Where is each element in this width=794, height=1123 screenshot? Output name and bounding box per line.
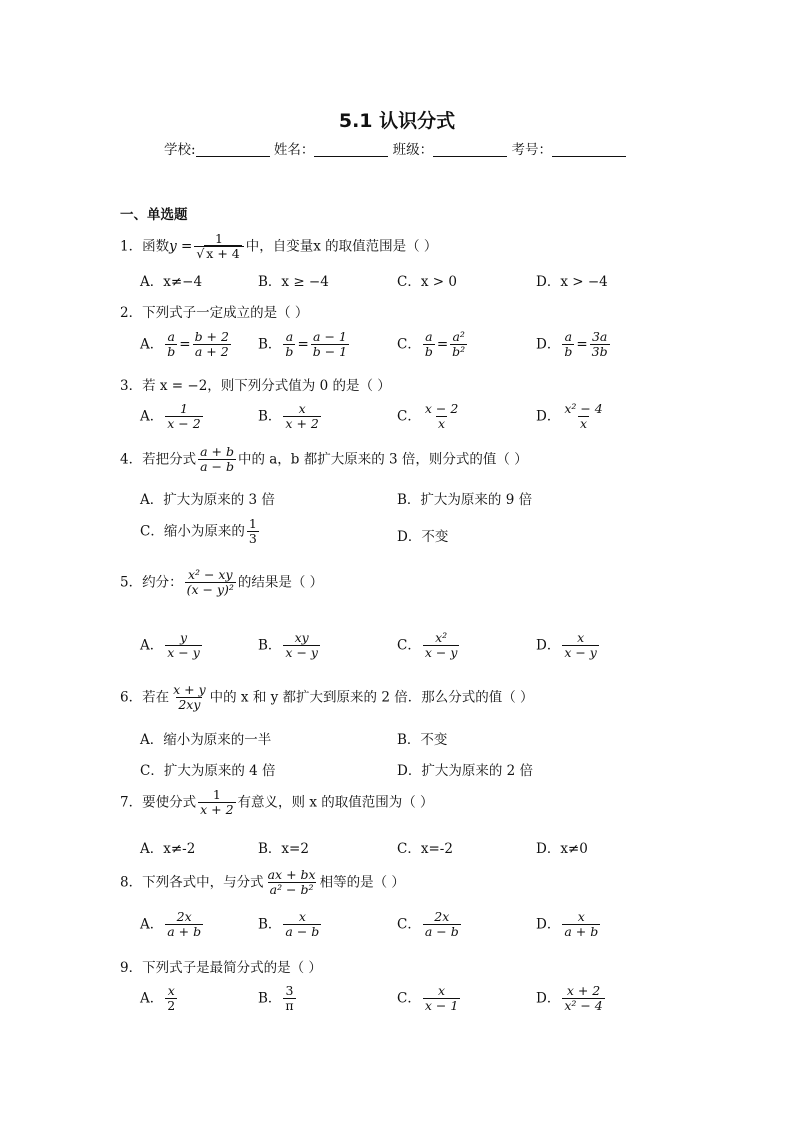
q9-option-a[interactable] bbox=[140, 984, 179, 1014]
option-label: A． bbox=[140, 408, 164, 425]
option-label: A． bbox=[140, 990, 164, 1007]
class-blank bbox=[433, 141, 507, 157]
fraction-numerator: x bbox=[298, 909, 306, 924]
question-5 bbox=[120, 568, 323, 598]
fraction bbox=[283, 984, 295, 1014]
option-label: A． bbox=[140, 336, 164, 353]
class-label: 班级： bbox=[392, 142, 434, 158]
option-label: D． bbox=[536, 336, 561, 353]
fraction-numerator: 3a bbox=[591, 329, 608, 344]
fraction-denominator: b² bbox=[452, 344, 466, 360]
fraction bbox=[283, 402, 320, 432]
fraction-numerator: 1 bbox=[212, 787, 221, 802]
q7-option-a[interactable]: A．x≠-2 bbox=[140, 841, 196, 857]
fraction-denominator: a + 2 bbox=[194, 344, 229, 360]
fraction-numerator: x + 2 bbox=[566, 983, 601, 998]
fraction-denominator: a + b bbox=[564, 924, 599, 940]
fraction-numerator: 3 bbox=[285, 983, 294, 998]
q1-option-d[interactable]: D．x > −4 bbox=[536, 274, 608, 290]
fraction-numerator: x − 2 bbox=[424, 401, 459, 416]
fraction-denominator: a + b bbox=[167, 924, 202, 940]
fraction-denominator: b bbox=[167, 344, 176, 360]
fraction bbox=[423, 910, 461, 940]
q6-option-a[interactable]: A．缩小为原来的一半 bbox=[140, 732, 272, 748]
option-label: C． bbox=[397, 336, 421, 353]
option-label: A． bbox=[140, 637, 164, 654]
fraction-numerator: x + y bbox=[173, 682, 206, 697]
student-info-line bbox=[164, 138, 626, 158]
fraction-numerator: xy bbox=[294, 630, 309, 645]
fraction bbox=[198, 788, 235, 818]
question-number: 3． bbox=[120, 378, 143, 394]
q5-option-c[interactable] bbox=[397, 631, 461, 661]
question-number: 9． bbox=[120, 960, 143, 976]
fraction-denominator: b bbox=[564, 344, 573, 360]
fraction-numerator: a − 1 bbox=[313, 329, 347, 344]
school-label: 学校: bbox=[164, 142, 196, 158]
q8-option-c[interactable] bbox=[397, 910, 463, 940]
option-label: C． bbox=[397, 637, 421, 654]
question-7 bbox=[120, 788, 434, 818]
fraction-numerator: x bbox=[298, 401, 306, 416]
q4-option-d[interactable]: D．不变 bbox=[397, 529, 449, 545]
fraction-numerator: b + 2 bbox=[194, 329, 229, 344]
fraction bbox=[423, 984, 460, 1014]
q6-option-b[interactable]: B．不变 bbox=[397, 732, 448, 748]
fraction-denominator: x − 1 bbox=[424, 998, 459, 1014]
fraction-numerator: ax + bx bbox=[267, 867, 316, 882]
option-label: D． bbox=[536, 990, 561, 1007]
fraction-denominator: a² − b² bbox=[269, 882, 314, 898]
fraction bbox=[185, 568, 236, 598]
option-label: D． bbox=[536, 637, 561, 654]
fraction bbox=[283, 910, 321, 940]
fraction bbox=[198, 445, 236, 475]
q9-option-d[interactable] bbox=[536, 984, 607, 1014]
fraction-numerator: x bbox=[438, 983, 446, 998]
fraction-denominator: x − y bbox=[285, 645, 318, 661]
school-blank bbox=[196, 141, 270, 157]
fraction-numerator: x bbox=[167, 983, 175, 998]
fraction-denominator: x − y bbox=[564, 645, 597, 661]
number-label: 考号： bbox=[511, 142, 552, 158]
question-text: 有意义，则 x 的取值范围为（ ） bbox=[237, 794, 434, 811]
option-label: C． bbox=[397, 990, 421, 1007]
fraction-numerator: 1 bbox=[215, 231, 223, 246]
q1-option-c[interactable]: C．x > 0 bbox=[397, 274, 457, 290]
option-label: D． bbox=[536, 408, 561, 425]
fraction-denominator: a − b bbox=[285, 924, 320, 940]
question-6 bbox=[120, 683, 534, 713]
fraction-denominator: x + 2 bbox=[285, 416, 319, 432]
fraction-numerator: a bbox=[425, 329, 433, 344]
q2-option-d[interactable]: D． $\frac{a}{b}$ = $\frac{3a}{3b}$ bbox=[536, 329, 608, 360]
option-label: A． bbox=[140, 916, 164, 933]
fraction-denominator: √ x + 4 bbox=[194, 246, 243, 261]
option-label: C． bbox=[397, 916, 421, 933]
question-number: 2． bbox=[120, 305, 143, 321]
section-heading: 一、单选题 bbox=[120, 207, 188, 223]
question-number: 7． bbox=[120, 794, 143, 811]
q7-option-d[interactable]: D．x≠0 bbox=[536, 841, 588, 857]
page-title: 5.1 认识分式 bbox=[338, 110, 456, 132]
q3-option-b[interactable] bbox=[258, 402, 323, 432]
fraction bbox=[165, 330, 177, 360]
q2-option-b[interactable]: B． $\frac{a}{b}$ = $\frac{a - 1}{b - 1}$ bbox=[258, 329, 348, 360]
fraction-numerator: x² − xy bbox=[187, 567, 233, 582]
fraction-numerator: a² bbox=[452, 329, 465, 344]
fraction-denominator: a − b bbox=[424, 924, 459, 940]
question-text: 下列各式中，与分式 bbox=[142, 874, 264, 891]
question-number: 5． bbox=[120, 574, 143, 591]
q1-option-a[interactable]: A．x≠−4 bbox=[140, 274, 203, 290]
question-text: 约分： bbox=[142, 574, 183, 591]
fraction-numerator: 2x bbox=[176, 909, 192, 924]
question-1 bbox=[120, 232, 437, 262]
fraction-denominator: x − 2 bbox=[167, 416, 201, 432]
fraction-numerator: 1 bbox=[248, 516, 257, 531]
q5-option-b[interactable] bbox=[258, 631, 322, 661]
question-number: 4． bbox=[120, 451, 143, 468]
question-text: 中的 x 和 y 都扩大到原来的 2 倍．那么分式的值（ ） bbox=[209, 689, 534, 706]
q9-option-c[interactable] bbox=[397, 984, 462, 1014]
fraction-denominator: x bbox=[438, 416, 446, 432]
question-4 bbox=[120, 445, 528, 475]
q8-option-d[interactable] bbox=[536, 910, 602, 940]
question-text: 的结果是（ ） bbox=[237, 574, 324, 591]
question-text: 要使分式 bbox=[142, 794, 197, 811]
fraction-denominator: 2 bbox=[167, 998, 176, 1014]
fraction-numerator: y bbox=[179, 630, 188, 645]
q4-option-c[interactable] bbox=[140, 517, 261, 547]
fraction bbox=[247, 517, 259, 547]
math-expr: y = bbox=[169, 238, 193, 255]
fraction-denominator: π bbox=[285, 998, 294, 1014]
fraction-numerator: x² − 4 bbox=[564, 401, 603, 416]
option-label: C． bbox=[397, 408, 421, 425]
question-text: 中的 a，b 都扩大原来的 3 倍，则分式的值（ ） bbox=[237, 451, 528, 468]
fraction bbox=[283, 631, 320, 661]
fraction bbox=[590, 330, 610, 360]
q4-option-a[interactable]: A．扩大为原来的 3 倍 bbox=[140, 492, 275, 508]
fraction-numerator: a bbox=[167, 329, 175, 344]
fraction-denominator: (x − y)² bbox=[186, 582, 234, 598]
fraction bbox=[423, 402, 460, 432]
fraction bbox=[165, 631, 202, 661]
q6-option-d[interactable]: D．扩大为原来的 2 倍 bbox=[397, 763, 533, 779]
fraction-numerator: a bbox=[285, 329, 294, 344]
q5-option-d[interactable] bbox=[536, 631, 601, 661]
fraction-denominator: 3b bbox=[591, 344, 608, 360]
fraction bbox=[194, 232, 243, 262]
fraction-numerator: a bbox=[564, 329, 573, 344]
q1-option-b[interactable]: B．x ≥ −4 bbox=[258, 274, 329, 290]
question-text: 函数 bbox=[142, 238, 170, 255]
q8-option-b[interactable] bbox=[258, 910, 323, 940]
option-label: B． bbox=[258, 408, 282, 425]
question-text: 下列式子是最简分式的是（ ） bbox=[142, 960, 322, 976]
question-2 bbox=[120, 301, 308, 321]
q6-option-c[interactable]: C．扩大为原来的 4 倍 bbox=[140, 763, 276, 779]
q4-option-b[interactable]: B．扩大为原来的 9 倍 bbox=[397, 492, 533, 508]
fraction-denominator: x² − 4 bbox=[564, 998, 603, 1014]
question-9 bbox=[120, 956, 322, 976]
sqrt-radicand: x + 4 bbox=[206, 246, 240, 262]
fraction-numerator: a + b bbox=[200, 444, 234, 459]
q2-option-c[interactable]: C． $\frac{a}{b}$ = $\frac{\text{a²}}{\text{b²}}$ bbox=[397, 329, 466, 360]
fraction-denominator: 2xy bbox=[178, 697, 201, 713]
question-text: 若把分式 bbox=[142, 451, 197, 468]
q3-option-a[interactable] bbox=[140, 402, 205, 432]
option-label: B． bbox=[258, 637, 282, 654]
fraction-denominator: b − 1 bbox=[312, 344, 348, 360]
question-3 bbox=[120, 374, 391, 394]
question-text: 相等的是（ ） bbox=[319, 874, 405, 891]
q8-option-a[interactable] bbox=[140, 910, 205, 940]
name-label: 姓名： bbox=[273, 142, 315, 158]
fraction bbox=[562, 984, 604, 1014]
option-label: B． bbox=[258, 336, 282, 353]
question-number: 1． bbox=[120, 238, 143, 255]
name-blank bbox=[314, 141, 388, 157]
fraction-numerator: 2x bbox=[434, 909, 450, 924]
q3-option-d[interactable] bbox=[536, 402, 607, 432]
fraction-numerator: 1 bbox=[179, 401, 188, 416]
question-text: 下列式子一定成立的是（ ） bbox=[142, 305, 309, 321]
fraction-numerator: x² bbox=[435, 630, 448, 645]
option-label: B． bbox=[258, 916, 282, 933]
question-text: 若 x = −2，则下列分式值为 0 的是（ ） bbox=[142, 378, 391, 394]
fraction bbox=[266, 868, 318, 898]
option-label: B． bbox=[258, 990, 282, 1007]
q7-option-c[interactable]: C．x=-2 bbox=[397, 841, 453, 857]
number-blank bbox=[552, 141, 626, 157]
option-text: C．缩小为原来的 bbox=[140, 523, 245, 540]
fraction bbox=[562, 402, 604, 432]
fraction bbox=[165, 402, 202, 432]
fraction-denominator: x + 2 bbox=[200, 802, 234, 818]
q9-option-b[interactable] bbox=[258, 984, 298, 1014]
fraction-denominator: b bbox=[424, 344, 433, 360]
fraction bbox=[423, 631, 460, 661]
q3-option-c[interactable] bbox=[397, 402, 462, 432]
fraction-denominator: x bbox=[580, 416, 588, 432]
fraction bbox=[562, 330, 574, 360]
question-number: 8． bbox=[120, 874, 143, 891]
fraction-denominator: x − y bbox=[424, 645, 458, 661]
question-8 bbox=[120, 868, 405, 898]
fraction bbox=[171, 683, 208, 713]
fraction bbox=[165, 910, 203, 940]
fraction-numerator: x bbox=[577, 630, 585, 645]
fraction bbox=[562, 631, 599, 661]
fraction-denominator: 3 bbox=[248, 531, 257, 547]
fraction bbox=[562, 910, 600, 940]
q5-option-a[interactable] bbox=[140, 631, 204, 661]
fraction bbox=[165, 984, 177, 1014]
fraction bbox=[450, 330, 467, 360]
fraction-denominator: b bbox=[285, 344, 294, 360]
fraction-numerator: x bbox=[577, 909, 585, 924]
fraction bbox=[193, 330, 231, 360]
question-text: 若在 bbox=[142, 689, 170, 706]
question-number: 6． bbox=[120, 689, 143, 706]
fraction-denominator: x − y bbox=[167, 645, 200, 661]
question-text: 中，自变量x 的取值范围是（ ） bbox=[245, 238, 438, 255]
fraction bbox=[283, 330, 295, 360]
fraction bbox=[311, 330, 349, 360]
q7-option-b[interactable]: B．x=2 bbox=[258, 841, 309, 857]
q2-option-a[interactable]: A． $\frac{a}{b}$ = $\frac{b + 2}{a + 2}$ bbox=[140, 329, 229, 360]
fraction-denominator: a − b bbox=[200, 459, 234, 475]
option-label: D． bbox=[536, 916, 561, 933]
fraction bbox=[423, 330, 435, 360]
